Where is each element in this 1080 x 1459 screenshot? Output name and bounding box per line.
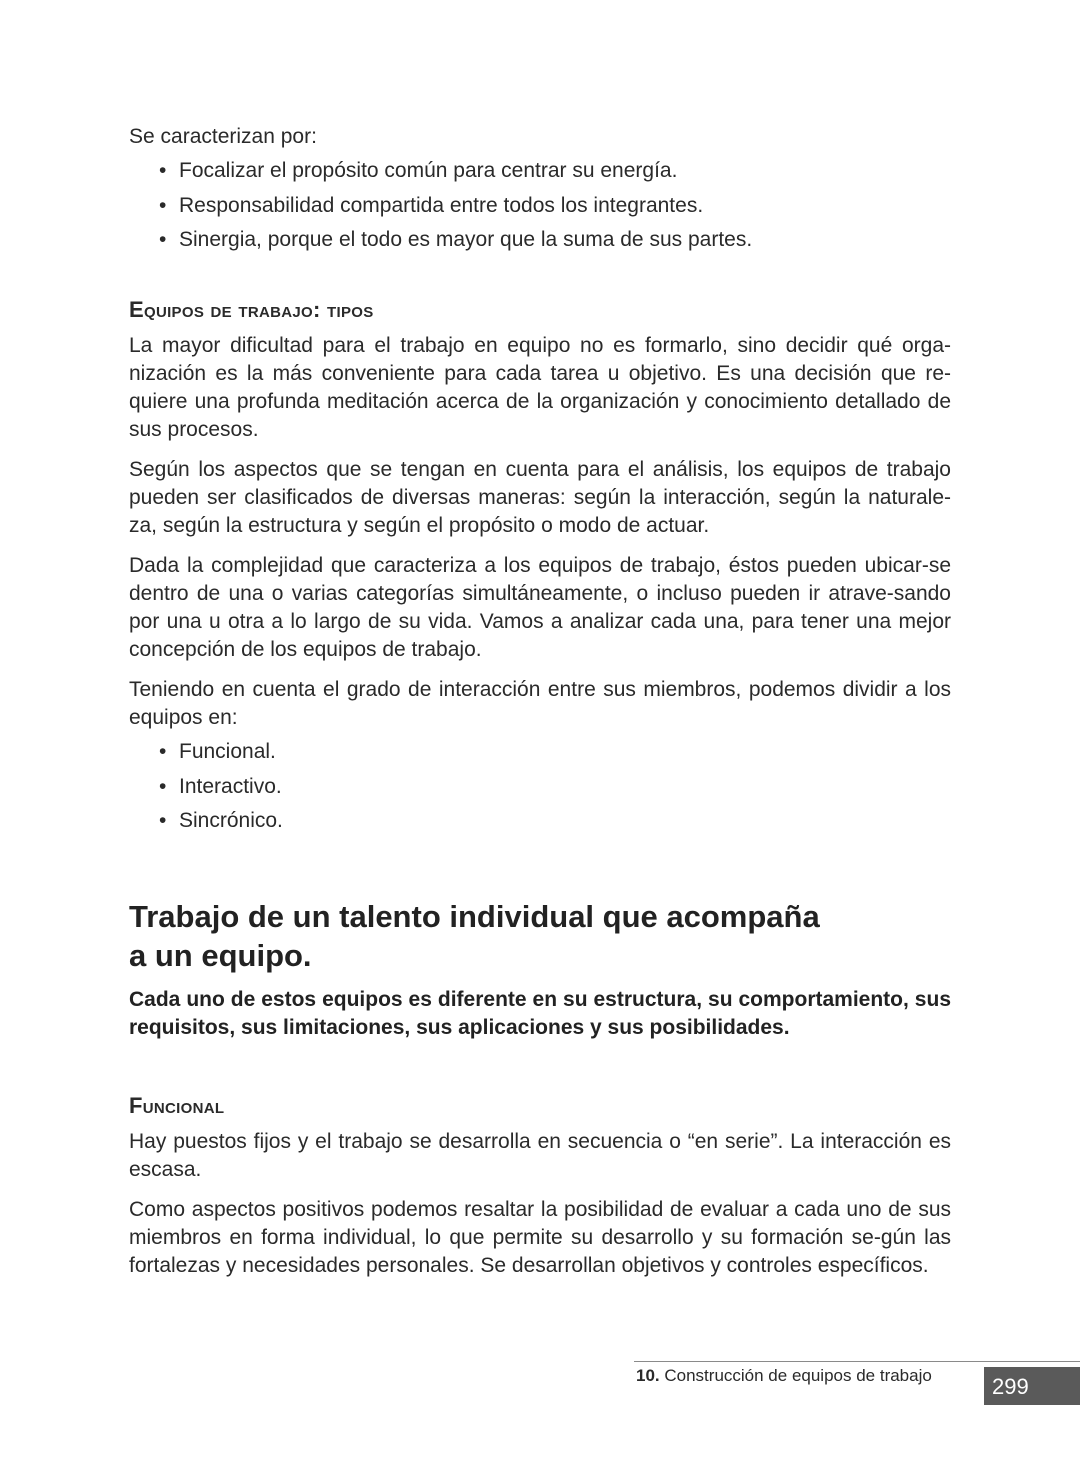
characteristics-list — [129, 157, 951, 254]
page-number: 299 — [992, 1374, 1029, 1399]
page-content — [129, 120, 951, 1280]
list-item: • Responsabilidad compartida entre todos los integrantes. — [159, 192, 951, 220]
footer-chapter-title: Construcción de equipos de trabajo — [664, 1366, 932, 1385]
list-item: • Funcional. — [159, 738, 951, 766]
list-item: • Sinergia, porque el todo es mayor que la suma de sus partes. — [159, 226, 951, 254]
section-title-funcional: Funcional — [129, 1093, 225, 1118]
page-number-box — [984, 1367, 1080, 1405]
page-heading-line2: a un equipo. — [129, 938, 312, 973]
page-heading-line1: Trabajo de un talento individual que acompaña — [129, 899, 820, 934]
lead-paragraph: Cada uno de estos equipos es diferente en su estructura, su comportamiento, sus requisitos, sus limitaciones, sus aplicaciones y sus posibilidades. — [129, 988, 951, 1039]
list-item: • Focalizar el propósito común para centrar su energía. — [159, 157, 951, 185]
page-heading — [129, 897, 951, 975]
team-types-list — [129, 738, 951, 835]
paragraph: Teniendo en cuenta el grado de interacción entre sus miembros, podemos dividir a los equipos en: — [129, 678, 951, 729]
list-item: • Interactivo. — [159, 773, 951, 801]
paragraph: Dada la complejidad que caracteriza a los equipos de trabajo, éstos pueden ubicar-se dentro de una o varias categorías simultáneamente, o incluso pueden ir atrave-sando por una u otra a lo largo de su vida. Vamos a analizar cada una, para tener una mejor concepción de los equipos de trabajo. — [129, 554, 951, 661]
intro-text: Se caracterizan por: — [129, 125, 317, 148]
paragraph: Hay puestos fijos y el trabajo se desarrolla en secuencia o “en serie”. La interacción es escasa. — [129, 1130, 951, 1181]
paragraph: La mayor dificultad para el trabajo en equipo no es formarlo, sino decidir qué orga-nización es la más conveniente para cada tarea u objetivo. Es una decisión que re-quiere una profunda meditación acerca de la organización y conocimiento detallado de sus procesos. — [129, 334, 951, 441]
list-item: • Sincrónico. — [159, 807, 951, 835]
footer-chapter-number: 10. — [636, 1366, 660, 1385]
section-title-equipos-tipos: Equipos de trabajo: tipos — [129, 297, 374, 322]
paragraph: Como aspectos positivos podemos resaltar la posibilidad de evaluar a cada uno de sus miembros en forma individual, lo que permite su desarrollo y su formación se-gún las fortalezas y necesidades personales. Se desarrollan objetivos y controles específicos. — [129, 1198, 951, 1277]
footer-divider — [634, 1361, 1080, 1362]
footer-chapter — [636, 1366, 932, 1386]
paragraph: Según los aspectos que se tengan en cuenta para el análisis, los equipos de trabajo pueden ser clasificados de diversas maneras: según la interacción, según la naturale-za, según la estructura y según el propósito o modo de actuar. — [129, 458, 951, 537]
